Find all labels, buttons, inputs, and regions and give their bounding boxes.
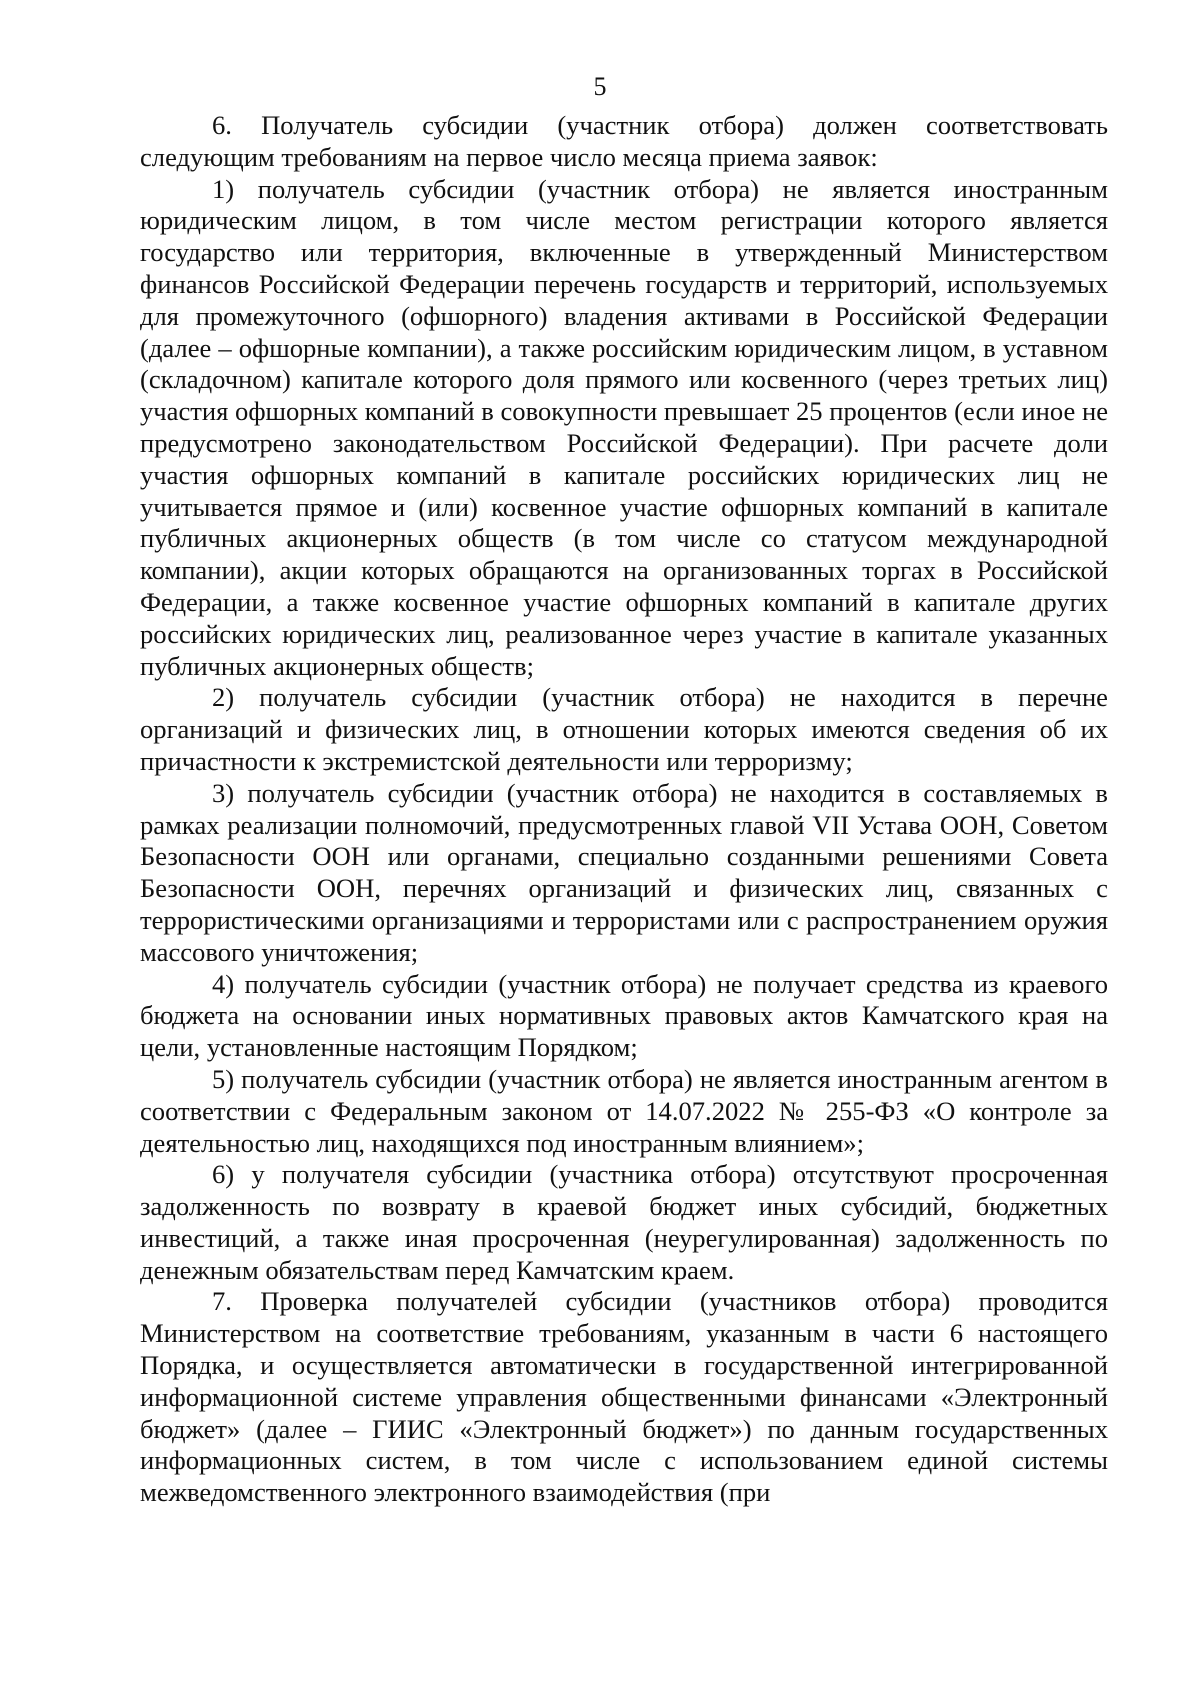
- paragraph-requirement-4: 4) получатель субсидии (участник отбора) не получает средства из краевого бюджета на основании иных нормативных правовых актов Камчатского края на цели, установленные настоящим Порядком;: [140, 968, 1108, 1063]
- paragraph-item-6: 6. Получатель субсидии (участник отбора) должен соответствовать следующим требованиям на первое число месяца приема заявок:: [140, 110, 1108, 172]
- paragraph-requirement-5: 5) получатель субсидии (участник отбора) не является иностранным агентом в соответствии с Федеральным законом от 14.07.2022 № 255-ФЗ «О контроле за деятельностью лиц, находящихся под иностранным влиянием»;: [140, 1063, 1108, 1158]
- paragraph-requirement-3: 3) получатель субсидии (участник отбора) не находится в составляемых в рамках реализации полномочий, предусмотренных главой VII Устава ООН, Советом Безопасности ООН или органами, специально созданными решениями Совета Безопасности ООН, перечнях организаций и физических лиц, связанных с террористическими организациями и террористами или с распространением оружия массового уничтожения;: [140, 777, 1108, 967]
- document-body: [140, 110, 1108, 1509]
- page-number: 5: [593, 72, 607, 101]
- paragraph-requirement-6: 6) у получателя субсидии (участника отбора) отсутствуют просроченная задолженность по возврату в краевой бюджет иных субсидий, бюджетных инвестиций, а также иная просроченная (неурегулированная) задолженность по денежным обязательствам перед Камчатским краем.: [140, 1159, 1108, 1285]
- paragraph-item-7: 7. Проверка получателей субсидии (участников отбора) проводится Министерством на соответствие требованиям, указанным в части 6 настоящего Порядка, и осуществляется автоматически в государственной интегрированной информационной системе управления общественными финансами «Электронный бюджет» (далее – ГИИС «Электронный бюджет») по данным государственных информационных систем, в том числе с использованием единой системы межведомственного электронного взаимодействия (при: [140, 1286, 1108, 1508]
- paragraph-requirement-1: 1) получатель субсидии (участник отбора) не является иностранным юридическим лицом, в том числе местом регистрации которого является государство или территория, включенные в утвержденный Министерством финансов Российской Федерации перечень государств и территорий, используемых для промежуточного (офшорного) владения активами в Российской Федерации (далее – офшорные компании), а также российским юридическим лицом, в уставном (складочном) капитале которого доля прямого или косвенного (через третьих лиц) участия офшорных компаний в совокупности превышает 25 процентов (если иное не предусмотрено законодательством Российской Федерации). При расчете доли участия офшорных компаний в капитале российских юридических лиц не учитывается прямое и (или) косвенное участие офшорных компаний в капитале публичных акционерных обществ (в том числе со статусом международной компании), акции которых обращаются на организованных торгах в Российской Федерации, а также косвенное участие офшорных компаний в капитале других российских юридических лиц, реализованное через участие в капитале указанных публичных акционерных обществ;: [140, 173, 1108, 681]
- paragraph-requirement-2: 2) получатель субсидии (участник отбора) не находится в перечне организаций и физических лиц, в отношении которых имеются сведения об их причастности к экстремистской деятельности или терроризму;: [140, 682, 1108, 776]
